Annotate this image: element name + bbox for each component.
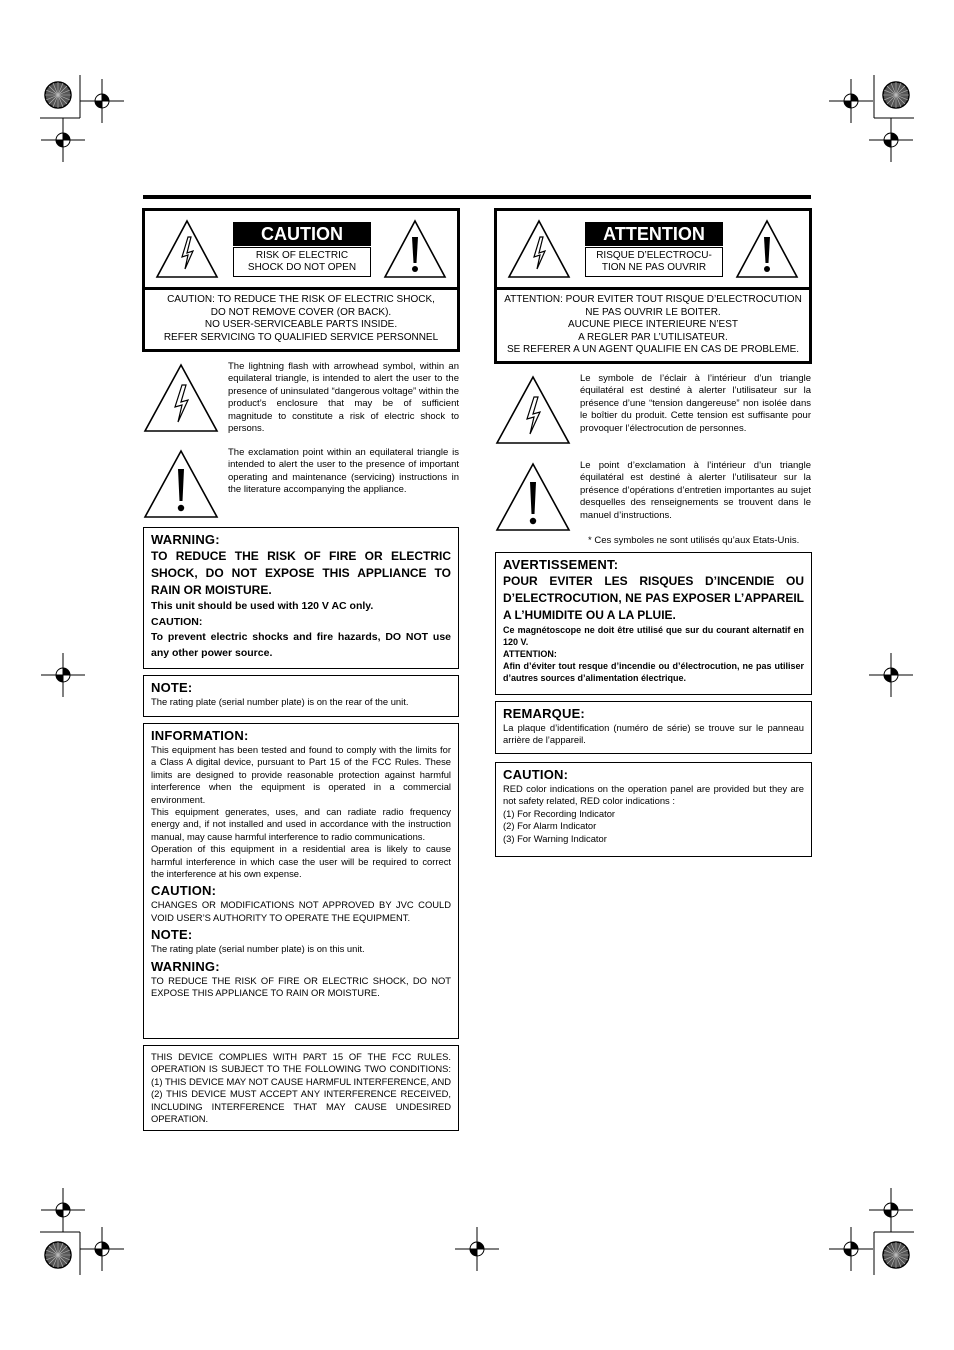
red-indicator-caution-text: RED color indications on the operation panel are provided but they are not safety related, RED color indications :: [503, 783, 804, 807]
lightning-symbol-description: The lightning flash with arrowhead symbol, within an equilateral triangle, is intended to alert the user to the presence of uninsulated “dangerous voltage” within the product’s enclosure that may be of sufficient magnitude to constitute a risk of electric shock to persons.: [228, 361, 459, 435]
caution-header-top: [145, 211, 457, 290]
information-para-2: This equipment generates, uses, and can radiate radio frequency energy and, if not installed and used in accordance with the instruction manual, may cause harmful interference to radio communications.: [151, 806, 451, 842]
indicator-list-item: (3) For Warning Indicator: [503, 832, 607, 844]
indicator-list-item: (1) For Recording Indicator: [503, 807, 616, 819]
note-text: The rating plate (serial number plate) is on the rear of the unit.: [151, 696, 409, 707]
voltage-line: This unit should be used with 120 V AC only.: [151, 600, 374, 612]
exclamation-triangle-icon: [143, 449, 219, 519]
symbols-footnote: * Ces symboles ne sont utilisés qu’aux Etats-Unis.: [588, 535, 800, 546]
exclamation-triangle-icon: [735, 219, 799, 279]
lightning-triangle-icon: [155, 219, 219, 279]
information-title: INFORMATION:: [151, 728, 249, 743]
warning-box: [143, 527, 459, 669]
warning-title: WARNING:: [151, 532, 220, 547]
warning-bold-text: TO REDUCE THE RISK OF FIRE OR ELECTRIC SHOCK, DO NOT EXPOSE THIS APPLIANCE TO RAIN OR MOISTURE.: [151, 549, 451, 597]
avertissement-title: AVERTISSEMENT:: [503, 557, 619, 572]
lightning-triangle-icon: [495, 375, 571, 445]
top-rule: [143, 195, 811, 199]
information-note-text: The rating plate (serial number plate) is on this unit.: [151, 943, 365, 955]
fcc-compliance-box: [143, 1045, 459, 1131]
remarque-box: [495, 701, 812, 754]
caution-header-text: CAUTION: TO REDUCE THE RISK OF ELECTRIC SHOCK, DO NOT REMOVE COVER (OR BACK). NO USER-SERVICEABLE PARTS INSIDE. REFER SERVICING TO QUALIFIED SERVICE PERSONNEL: [163, 294, 439, 343]
courant-line: Ce magnétoscope ne doit être utilisé que sur du courant alternatif en 120 V.: [503, 625, 804, 647]
alimentation-line: Afin d’éviter tout resque d’incendie ou d’électrocution, ne pas utiliser d’autres sources d’alimentation électrique.: [503, 661, 804, 683]
point-exclamation-description: Le point d’exclamation à l’intérieur d’un triangle équilatéral est destiné à alerter l’utilisateur sur la présence d’opérations d’entretien importantes au sujet desquelles des renseignements se trouvent dans le manuel d’instructions.: [580, 460, 811, 521]
lightning-triangle-icon: [143, 363, 219, 433]
exclamation-triangle-icon: [383, 219, 447, 279]
caution-label: CAUTION:: [151, 615, 203, 628]
information-warning-title: WARNING:: [151, 958, 220, 974]
note-title: NOTE:: [151, 680, 193, 695]
red-indicator-caution-box: [495, 762, 812, 857]
exclamation-symbol-description: The exclamation point within an equilateral triangle is intended to alert the user to the presence of important operating and maintenance (servicing) instructions in the literature accompanying the appliance.: [228, 447, 459, 496]
remarque-title: REMARQUE:: [503, 706, 585, 721]
attention-header-text: ATTENTION: POUR EVITER TOUT RISQUE D’ELECTROCUTION NE PAS OUVRIR LE BOITER. AUCUNE PIECE INTERIEURE N’EST A REGLER PAR L’UTILISATEUR. SE REFERER A UN AGENT QUALIFIE EN CAS DE PROBLEME.: [504, 294, 802, 355]
symbole-eclair-description: Le symbole de l’éclair à l’intérieur d’un triangle équilatéral est destiné à alerter l’utilisateur sur la présence d’une “tension dangereuse” non isolée dans le boîtier du produit. Cette tension est suffisante pour provoquer l’électrocution de personnes.: [580, 373, 811, 434]
remarque-text: La plaque d’identification (numéro de série) se trouve sur le panneau arrière de l’appareil.: [503, 722, 804, 746]
avertissement-bold-text: POUR EVITER LES RISQUES D’INCENDIE OU D’ELECTROCUTION, NE PAS EXPOSER L’APPAREIL A L’HUMIDITE OU A LA PLUIE.: [503, 574, 804, 622]
indicator-list-item: (2) For Alarm Indicator: [503, 820, 597, 832]
risk-of-shock-label: RISK OF ELECTRIC SHOCK DO NOT OPEN: [233, 247, 371, 277]
avertissement-box: [495, 552, 812, 695]
information-caution-text: CHANGES OR MODIFICATIONS NOT APPROVED BY JVC COULD VOID USER’S AUTHORITY TO OPERATE THE EQUIPMENT.: [151, 899, 451, 923]
caution-badge: CAUTION: [233, 222, 371, 246]
exclamation-triangle-icon: [495, 462, 571, 532]
information-caution-title: CAUTION:: [151, 883, 217, 899]
information-box: [143, 723, 459, 1039]
attention-header-box: [494, 208, 812, 364]
information-note-title: NOTE:: [151, 927, 193, 943]
note-box: [143, 675, 459, 717]
lightning-triangle-icon: [507, 219, 571, 279]
attention-header-top: [497, 211, 809, 290]
information-warning-text: TO REDUCE THE RISK OF FIRE OR ELECTRIC SHOCK, DO NOT EXPOSE THIS APPLIANCE TO RAIN OR MOISTURE.: [151, 974, 451, 999]
information-para-1: This equipment has been tested and found to comply with the limits for a Class A digital device, pursuant to Part 15 of the FCC Rules. These limits are designed to provide reasonable protection against harmful interference when the equipment is operated in a commercial environment.: [151, 744, 451, 805]
caution-header-box: [142, 208, 460, 352]
risque-electrocution-label: RISQUE D’ELECTROCU- TION NE PAS OUVRIR: [585, 247, 723, 277]
attention-badge: ATTENTION: [585, 222, 723, 246]
red-indicator-caution-title: CAUTION:: [503, 767, 569, 782]
attention-label: ATTENTION:: [503, 649, 557, 659]
power-source-line: To prevent electric shocks and fire hazards, DO NOT use any other power source.: [151, 631, 451, 659]
information-para-3: Operation of this equipment in a residential area is likely to cause harmful interference in which case the user will be required to correct the interference at his own expense.: [151, 843, 451, 880]
fcc-compliance-text: THIS DEVICE COMPLIES WITH PART 15 OF THE FCC RULES. OPERATION IS SUBJECT TO THE FOLLOWING TWO CONDITIONS: (1) THIS DEVICE MAY NOT CAUSE HARMFUL INTERFERENCE, AND (2) THIS DEVICE MUST ACCEPT ANY INTERFERENCE RECEIVED, INCLUDING INTERFERENCE THAT MAY CAUSE UNDESIRED OPERATION.: [151, 1051, 451, 1125]
